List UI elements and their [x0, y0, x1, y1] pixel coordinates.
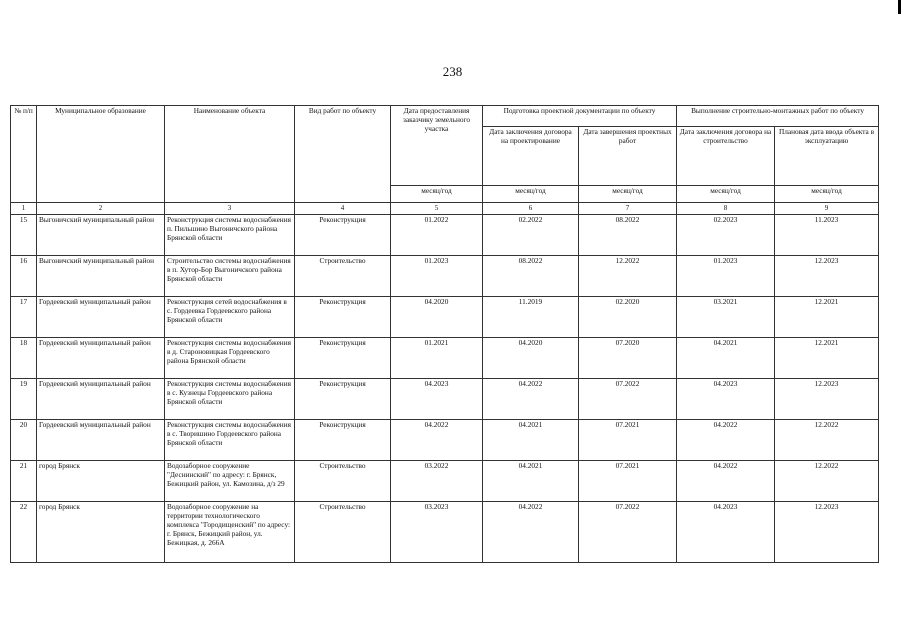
unit-label: месяц/год: [483, 186, 579, 203]
commission-cell: 12.2023: [775, 379, 879, 420]
column-number: 9: [775, 203, 879, 215]
work-type-cell: Строительство: [295, 256, 391, 297]
design-contract-cell: 02.2022: [483, 215, 579, 256]
work-type-cell: Реконструкция: [295, 338, 391, 379]
column-number: 6: [483, 203, 579, 215]
design-finish-cell: 07.2022: [579, 379, 677, 420]
row-number: 18: [11, 338, 37, 379]
work-type-cell: Строительство: [295, 502, 391, 563]
land-date-cell: 01.2023: [391, 256, 483, 297]
land-date-cell: 01.2021: [391, 338, 483, 379]
row-number: 20: [11, 420, 37, 461]
header-object-name: Наименование объекта: [165, 106, 295, 203]
table-row: [11, 502, 879, 563]
header-design-contract: Дата заключения договора на проектирование: [483, 127, 579, 186]
design-finish-cell: 12.2022: [579, 256, 677, 297]
land-date-cell: 04.2023: [391, 379, 483, 420]
table-row: [11, 256, 879, 297]
header-work-type: Вид работ по объекту: [295, 106, 391, 203]
work-type-cell: Реконструкция: [295, 215, 391, 256]
municipality-cell: Гордеевский муниципальный район: [37, 338, 165, 379]
row-number: 22: [11, 502, 37, 563]
design-finish-cell: 07.2021: [579, 461, 677, 502]
commission-cell: 12.2022: [775, 420, 879, 461]
build-contract-cell: 04.2023: [677, 502, 775, 563]
design-finish-cell: 07.2020: [579, 338, 677, 379]
municipality-cell: город Брянск: [37, 502, 165, 563]
unit-label: месяц/год: [775, 186, 879, 203]
header-municipality: Муниципальное образование: [37, 106, 165, 203]
land-date-cell: 04.2022: [391, 420, 483, 461]
build-contract-cell: 03.2021: [677, 297, 775, 338]
object-name-cell: Реконструкция системы водоснабжения в с. Кузнецы Гордеевского района Брянской области: [165, 379, 295, 420]
page-number: 238: [442, 64, 463, 79]
build-contract-cell: 04.2023: [677, 379, 775, 420]
build-contract-cell: 04.2021: [677, 338, 775, 379]
unit-label: месяц/год: [579, 186, 677, 203]
object-name-cell: Водозаборное сооружение "Деснинский" по адресу: г. Брянск, Бежицкий район, ул. Камозина, д/з 29: [165, 461, 295, 502]
column-number: 1: [11, 203, 37, 215]
design-contract-cell: 08.2022: [483, 256, 579, 297]
table-row: [11, 379, 879, 420]
table-row: [11, 297, 879, 338]
municipality-cell: город Брянск: [37, 461, 165, 502]
land-date-cell: 03.2023: [391, 502, 483, 563]
row-number: 16: [11, 256, 37, 297]
row-number: 17: [11, 297, 37, 338]
design-finish-cell: 07.2022: [579, 502, 677, 563]
work-type-cell: Реконструкция: [295, 297, 391, 338]
schedule-table: [10, 105, 879, 563]
design-contract-cell: 04.2021: [483, 461, 579, 502]
header-design-finish: Дата завершения проектных работ: [579, 127, 677, 186]
land-date-cell: 03.2022: [391, 461, 483, 502]
row-number: 21: [11, 461, 37, 502]
work-type-cell: Реконструкция: [295, 379, 391, 420]
object-name-cell: Реконструкция сетей водоснабжения в с. Гордеевка Гордеевского района Брянской области: [165, 297, 295, 338]
design-contract-cell: 04.2020: [483, 338, 579, 379]
header-commission: Плановая дата ввода объекта в эксплуатацию: [775, 127, 879, 186]
column-number-row: [11, 203, 879, 215]
municipality-cell: Выгоничский муниципальный район: [37, 256, 165, 297]
object-name-cell: Водозаборное сооружение на территории технологического комплекса "Городищенский" по адресу: г. Брянск, Бежицкий район, ул. Бежицкая, д. 266А: [165, 502, 295, 563]
object-name-cell: Строительство системы водоснабжения в п. Хутор-Бор Выгоничского района Брянской области: [165, 256, 295, 297]
work-type-cell: Строительство: [295, 461, 391, 502]
table-row: [11, 420, 879, 461]
design-finish-cell: 08.2022: [579, 215, 677, 256]
commission-cell: 12.2021: [775, 297, 879, 338]
work-type-cell: Реконструкция: [295, 420, 391, 461]
municipality-cell: Выгоничский муниципальный район: [37, 215, 165, 256]
build-contract-cell: 01.2023: [677, 256, 775, 297]
municipality-cell: Гордеевский муниципальный район: [37, 420, 165, 461]
land-date-cell: 01.2022: [391, 215, 483, 256]
table-row: [11, 215, 879, 256]
table-row: [11, 338, 879, 379]
header-land-date: Дата предоставления заказчику земельного участка: [391, 106, 483, 186]
design-contract-cell: 04.2022: [483, 379, 579, 420]
column-number: 2: [37, 203, 165, 215]
build-contract-cell: 04.2022: [677, 461, 775, 502]
commission-cell: 12.2023: [775, 256, 879, 297]
scan-edge-mark: [898, 0, 901, 14]
table-row: [11, 461, 879, 502]
municipality-cell: Гордеевский муниципальный район: [37, 297, 165, 338]
design-finish-cell: 07.2021: [579, 420, 677, 461]
row-number: 15: [11, 215, 37, 256]
unit-label: месяц/год: [391, 186, 483, 203]
column-number: 7: [579, 203, 677, 215]
build-contract-cell: 02.2023: [677, 215, 775, 256]
column-number: 3: [165, 203, 295, 215]
header-design-group: Подготовка проектной документации по объекту: [483, 106, 677, 127]
row-number: 19: [11, 379, 37, 420]
design-contract-cell: 04.2021: [483, 420, 579, 461]
commission-cell: 12.2023: [775, 502, 879, 563]
header-build-contract: Дата заключения договора на строительство: [677, 127, 775, 186]
design-contract-cell: 04.2022: [483, 502, 579, 563]
column-number: 4: [295, 203, 391, 215]
municipality-cell: Гордеевский муниципальный район: [37, 379, 165, 420]
design-contract-cell: 11.2019: [483, 297, 579, 338]
object-name-cell: Реконструкция системы водоснабжения в с. Творишино Гордеевского района Брянской области: [165, 420, 295, 461]
commission-cell: 12.2022: [775, 461, 879, 502]
object-name-cell: Реконструкция системы водоснабжения в д. Староновицкая Гордеевского района Брянской области: [165, 338, 295, 379]
land-date-cell: 04.2020: [391, 297, 483, 338]
column-number: 8: [677, 203, 775, 215]
unit-label: месяц/год: [677, 186, 775, 203]
header-build-group: Выполнение строительно-монтажных работ по объекту: [677, 106, 879, 127]
object-name-cell: Реконструкция системы водоснабжения п. Пильшино Выгоничского района Брянской области: [165, 215, 295, 256]
column-number: 5: [391, 203, 483, 215]
commission-cell: 12.2021: [775, 338, 879, 379]
header-num: № п/п: [11, 106, 37, 203]
build-contract-cell: 04.2022: [677, 420, 775, 461]
design-finish-cell: 02.2020: [579, 297, 677, 338]
commission-cell: 11.2023: [775, 215, 879, 256]
